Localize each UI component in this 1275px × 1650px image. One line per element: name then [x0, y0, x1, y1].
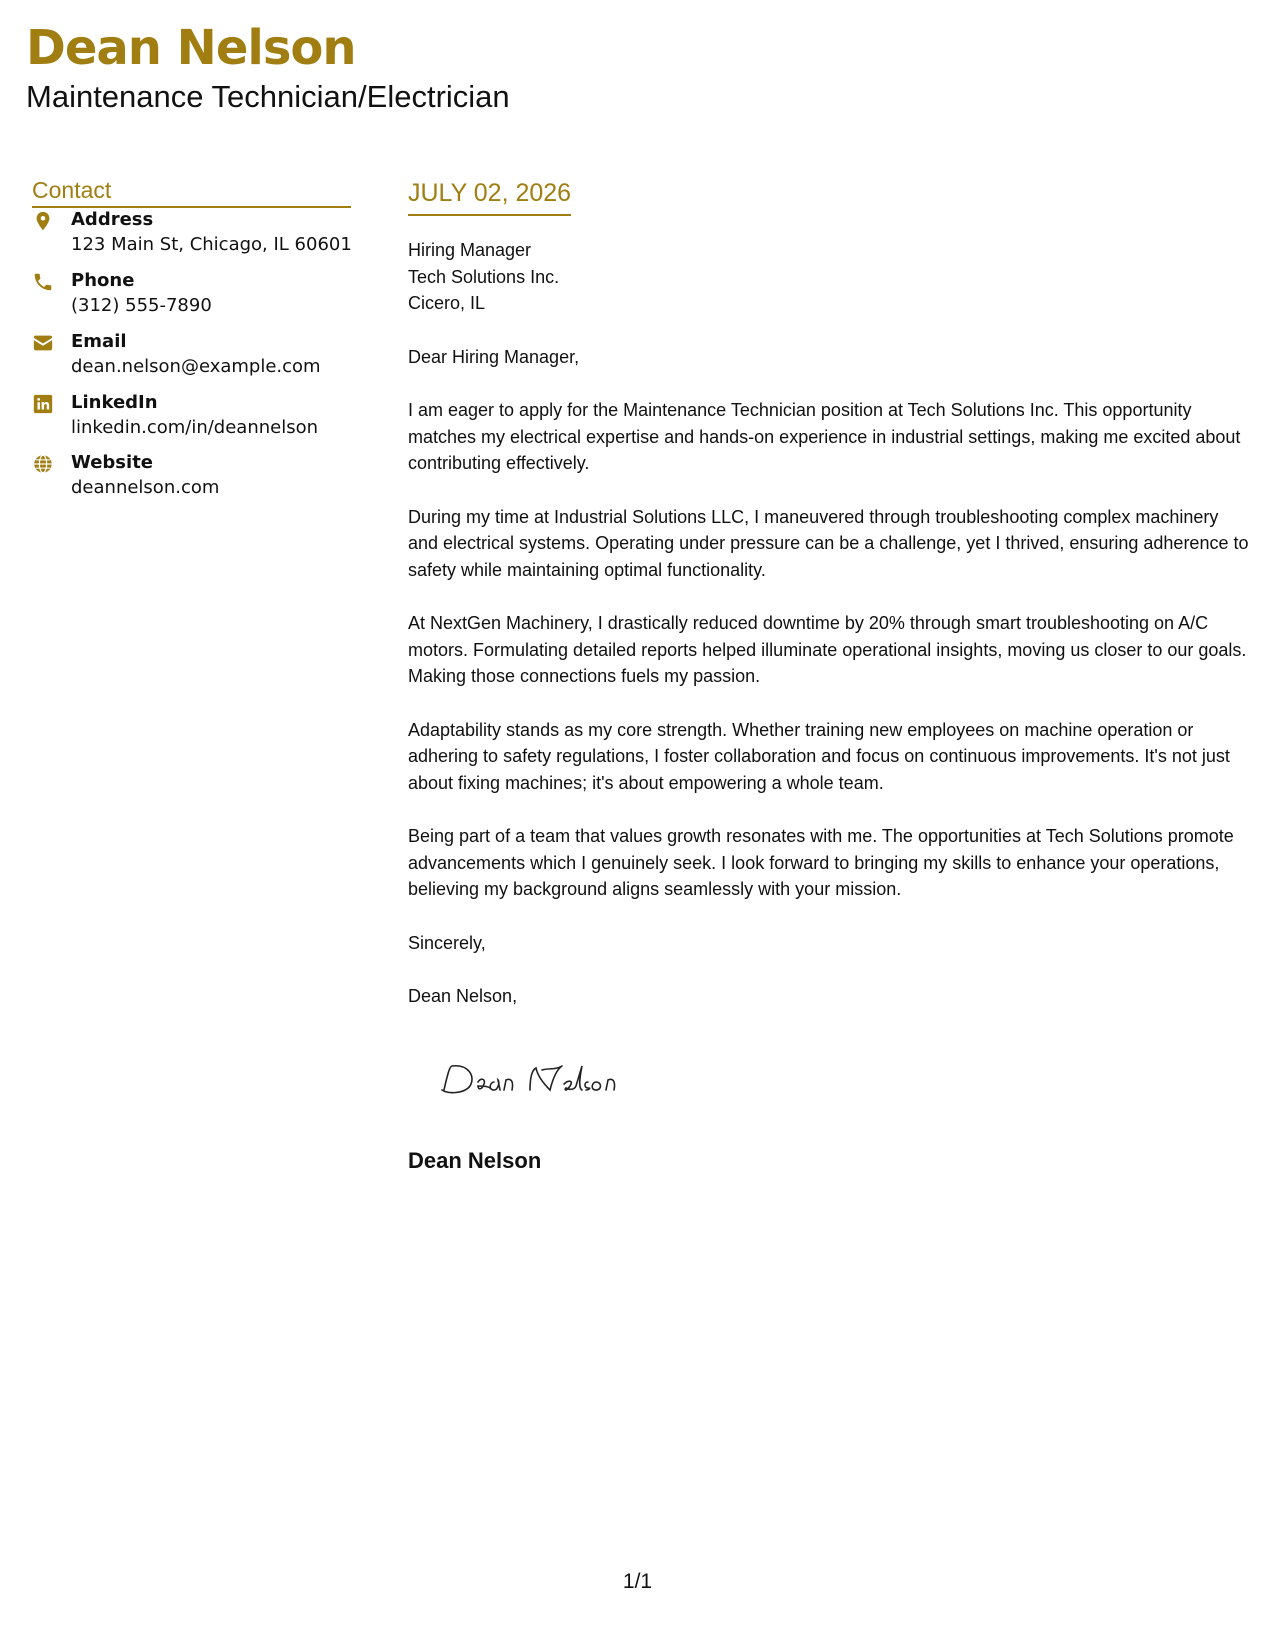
recipient-line: Tech Solutions Inc.	[408, 266, 560, 287]
handwritten-signature	[438, 1060, 638, 1100]
letter-body	[408, 237, 1253, 1037]
contact-linkedin-value[interactable]: linkedin.com/in/deannelson	[71, 417, 319, 438]
salutation: Dear Hiring Manager,	[408, 346, 580, 367]
letter-date: JULY 02, 2026	[408, 179, 571, 216]
contact-website-value[interactable]: deannelson.com	[71, 477, 220, 498]
globe-icon	[32, 453, 54, 475]
linkedin-icon	[32, 393, 54, 415]
envelope-icon	[32, 332, 54, 354]
recipient-line: Cicero, IL	[408, 293, 486, 313]
candidate-name: Dean Nelson	[26, 20, 356, 76]
map-pin-icon	[32, 210, 54, 232]
contact-linkedin-label: LinkedIn	[71, 392, 158, 413]
recipient-block	[408, 237, 1253, 317]
contact-phone-label: Phone	[71, 270, 135, 291]
letter-paragraph: Being part of a team that values growth resonates with me. The opportunities at Tech Solutions promote advancements which I genuinely seek. I look forward to bringing my skills to enhance your operations, believing my background aligns seamlessly with your mission.	[408, 826, 1234, 899]
contact-heading: Contact	[32, 177, 351, 208]
letter-paragraph: Adaptability stands as my core strength. Whether training new employees on machine operation or adhering to safety regulations, I foster collaboration and focus on continuous improvements. It's not just about fixing machines; it's about empowering a whole team.	[408, 719, 1230, 793]
contact-website-label: Website	[71, 452, 154, 473]
letter-paragraph: At NextGen Machinery, I drastically reduced downtime by 20% through smart troubleshooting on A/C motors. Formulating detailed reports helped illuminate operational insights, moving us closer to our goals. Making those connections fuels my passion.	[408, 613, 1247, 686]
closing: Sincerely,	[408, 932, 486, 953]
signed-name: Dean Nelson	[408, 1148, 542, 1173]
phone-icon	[32, 271, 54, 293]
page-number: 1/1	[622, 1570, 653, 1593]
letter-paragraph: I am eager to apply for the Maintenance Technician position at Tech Solutions Inc. This opportunity matches my electrical expertise and hands-on experience in industrial settings, making me excited about contributing effectively.	[408, 400, 1241, 473]
contact-address-label: Address	[71, 209, 154, 230]
job-title: Maintenance Technician/Electrician	[26, 79, 510, 114]
contact-email-label: Email	[71, 331, 127, 352]
contact-address-value: 123 Main St, Chicago, IL 60601	[71, 234, 352, 255]
letter-paragraph: During my time at Industrial Solutions LLC, I maneuvered through troubleshooting complex machinery and electrical systems. Operating under pressure can be a challenge, yet I thrived, ensuring adherence to safety while maintaining optimal functionality.	[408, 506, 1249, 580]
contact-phone-value: (312) 555-7890	[71, 295, 212, 316]
recipient-line: Hiring Manager	[408, 240, 532, 260]
signoff-name: Dean Nelson,	[408, 986, 518, 1006]
contact-email-value[interactable]: dean.nelson@example.com	[71, 356, 321, 377]
